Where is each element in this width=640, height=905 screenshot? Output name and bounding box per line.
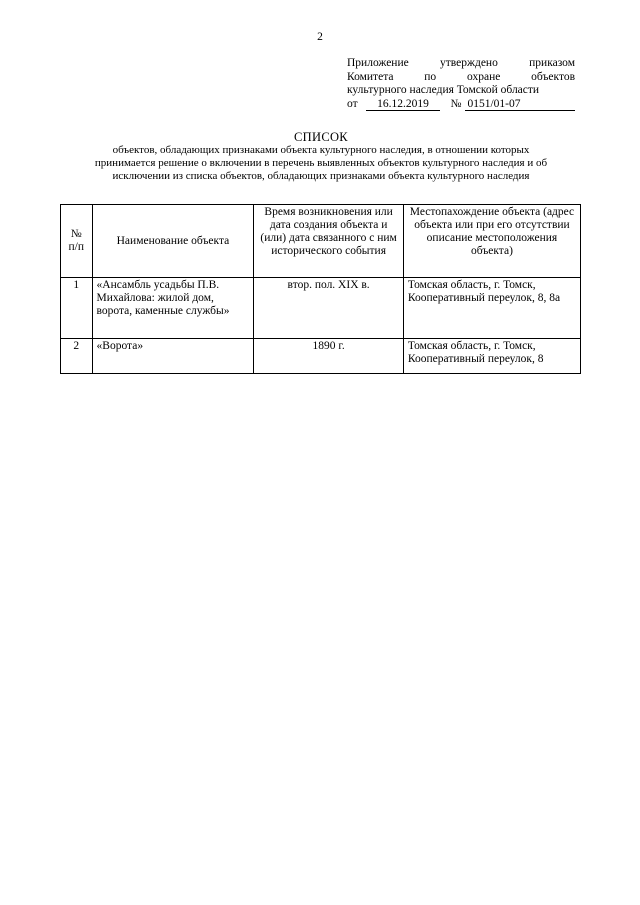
table-row (61, 339, 581, 374)
row-time: втор. пол. XIX в. (254, 278, 404, 339)
row-name: «Ансамбль усадьбы П.В. Михайлова: жилой дом, ворота, каменные службы» (92, 278, 254, 339)
approval-line-3: культурного наследия Томской области (347, 84, 540, 96)
table-row (61, 278, 581, 339)
from-label: от (347, 97, 358, 110)
list-title: СПИСОК (294, 130, 348, 144)
order-number: 0151/01-07 (465, 98, 575, 111)
list-title-block (62, 130, 580, 183)
order-date: 16.12.2019 (366, 98, 441, 111)
approval-signature-line (347, 98, 575, 112)
row-name: «Ворота» (92, 339, 254, 374)
header-name: Наименование объекта (92, 205, 254, 278)
header-time: Время возникновения или дата создания объекта и (или) дата связанного с ним исторического события (254, 205, 404, 278)
page-number: 2 (317, 31, 323, 43)
header-location: Местопахождение объекта (адрес объекта или при его отсутствии описание местоположения объекта) (403, 205, 580, 278)
row-location: Томская область, г. Томск, Кооперативный переулок, 8, 8а (403, 278, 580, 339)
row-time: 1890 г. (254, 339, 404, 374)
table-header-row (61, 205, 581, 278)
list-subtitle-line-3: исключении из списка объектов, обладающих признаками объекта культурного наследия (112, 170, 530, 182)
list-subtitle-line-2: принимается решение о включении в перечень выявленных объектов культурного наследия и об (94, 157, 548, 169)
number-sign: № (450, 97, 462, 110)
header-num: № п/п (61, 205, 93, 278)
row-num: 1 (61, 278, 93, 339)
approval-line-2: Комитета по охране объектов (347, 70, 575, 83)
list-subtitle-line-1: объектов, обладающих признаками объекта культурного наследия, в отношении которых (112, 144, 530, 156)
approval-line-1: Приложение утверждено приказом (347, 57, 575, 69)
objects-table (60, 204, 581, 374)
approval-block (347, 57, 575, 111)
row-location: Томская область, г. Томск, Кооперативный переулок, 8 (403, 339, 580, 374)
row-num: 2 (61, 339, 93, 374)
